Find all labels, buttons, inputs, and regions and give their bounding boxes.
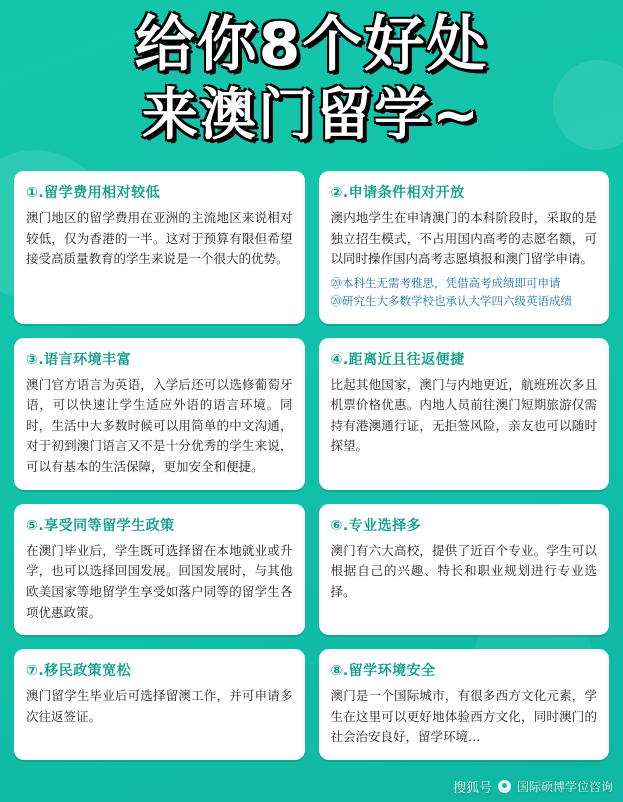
benefit-body: 澳门地区的留学费用在亚洲的主流地区来说相对较低，仅为香港的一半。这对于预算有限但希望接受高质量教育的学生来说是一个很大的优势。: [26, 209, 293, 267]
benefit-heading: ⑧.留学环境安全: [330, 663, 436, 680]
benefit-heading: ⑤.享受同等留学生政策: [26, 517, 175, 534]
benefit-body: 澳门有六大高校，提供了近百个专业。学生可以根据自己的兴趣、特长和职业规划进行专业选择。: [330, 542, 597, 599]
benefit-card-8: [319, 649, 610, 760]
benefit-heading: ②.申请条件相对开放: [330, 184, 465, 201]
benefit-body: 澳门留学生毕业后可选择留澳工作，并可申请多次往返签证。: [26, 688, 293, 724]
watermark-source: 搜狐号: [452, 781, 492, 796]
benefit-card-4: [319, 338, 610, 490]
benefit-body: 比起其他国家，澳门与内地更近，航班班次多且机票价格优惠。内地人员前往澳门短期旅游仅需持有港澳通行证，无拒签风险，亲友也可以随时探望。: [330, 376, 597, 454]
benefit-heading: ⑦.移民政策宽松: [26, 663, 132, 680]
benefit-heading: ①.留学费用相对较低: [26, 184, 161, 201]
benefit-heading: ④.距离近且往返便捷: [330, 351, 465, 368]
benefit-body: 澳内地学生在申请澳门的本科阶段时，采取的是独立招生模式，不占用国内高考的志愿名额，可以同时操作国内高考志愿填报和澳门留学申请。: [330, 209, 597, 267]
benefit-card-3: [14, 338, 305, 490]
benefit-heading: ③.语言环境丰富: [26, 351, 132, 368]
benefits-grid: [0, 171, 623, 760]
benefit-body: 在澳门毕业后，学生既可选择留在本地就业或升学，也可以选择回国发展。回国发展时，与其他欧美国家等地留学生享受如落户同等的留学生各项优惠政策。: [26, 542, 293, 620]
title-line-1: 给你8个好处: [134, 10, 489, 80]
benefit-card-6: [319, 504, 610, 636]
watermark: [453, 777, 613, 796]
benefit-body: 澳门官方语言为英语，入学后还可以选修葡萄牙语，可以快速让学生适应外语的语言环境。同时，生活中大多数时候可以用简单的中文沟通，对于初到澳门语言又不是十分优秀的学生来说，可以有基本的生活保障，更加安全和便捷。: [26, 376, 293, 475]
benefit-heading: ⑥.专业选择多: [330, 517, 422, 534]
benefit-card-5: [14, 504, 305, 636]
benefit-sub-item: ⑳研究生大多数学校也承认大学四六级英语成绩: [330, 296, 572, 309]
watermark-account: 国际硕博学位咨询: [516, 780, 613, 794]
benefit-sub-item: ⑳本科生无需考雅思，凭借高考成绩即可申请: [330, 277, 561, 290]
title-line-2: 来澳门留学~: [142, 82, 481, 148]
poster-title: [0, 0, 623, 148]
benefit-body: 澳门是一个国际城市，有很多西方文化元素，学生在这里可以更好地体验西方文化，同时澳门的社会治安良好，留学环境…: [330, 688, 597, 745]
benefit-card-1: [14, 171, 305, 324]
benefit-card-2: [319, 171, 610, 324]
benefit-sub-list: [331, 275, 598, 312]
watermark-avatar-icon: [498, 780, 511, 793]
benefit-card-7: [14, 649, 305, 760]
